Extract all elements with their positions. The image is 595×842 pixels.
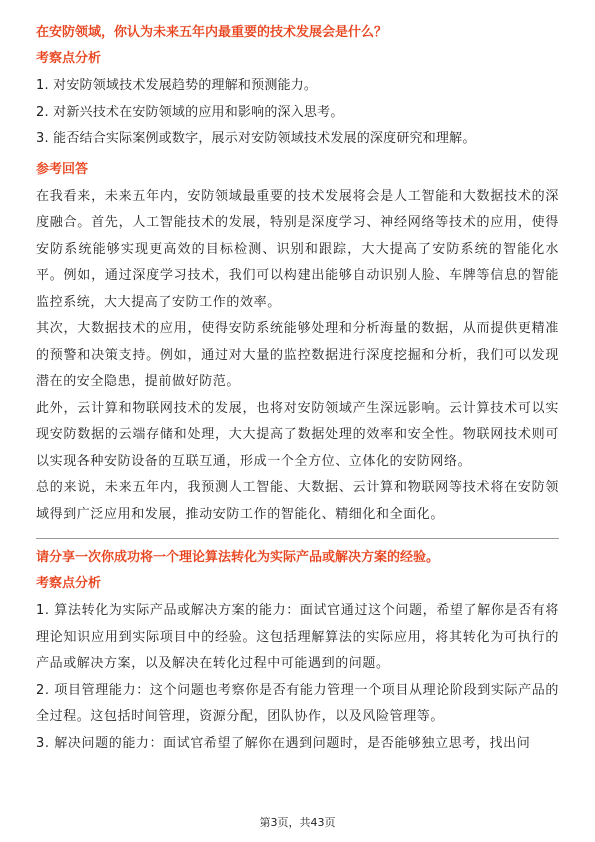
section-divider — [36, 538, 559, 539]
q1-analysis-item: 1. 对安防领域技术发展趋势的理解和预测能力。 — [36, 78, 318, 93]
q2-analysis-heading: 考察点分析 — [36, 576, 102, 591]
question-1-title: 在安防领域，你认为未来五年内最重要的技术发展会是什么？ — [36, 25, 388, 40]
q1-answer-paragraph: 总的来说，未来五年内，我预测人工智能、大数据、云计算和物联网等技术将在安防领域得到广泛应用和发展，推动安防工作的智能化、精细化和全面化。 — [36, 480, 559, 522]
page-number-footer: 第3页，共43页 — [259, 816, 336, 829]
question-2-title: 请分享一次你成功将一个理论算法转化为实际产品或解决方案的经验。 — [36, 550, 440, 565]
q1-analysis-list — [36, 73, 559, 153]
q1-answer-paragraph: 在我看来，未来五年内，安防领域最重要的技术发展将会是人工智能和大数据技术的深度融合。首先，人工智能技术的发展，特别是深度学习、神经网络等技术的应用，使得安防系统能够实现更高效的目标检测、识别和跟踪，大大提高了安防系统的智能化水平。例如，通过深度学习技术，我们可以构建出能够自动识别人脸、车牌等信息的智能监控系统，大大提高了安防工作的效率。 — [36, 188, 559, 310]
q1-answer-paragraph: 此外，云计算和物联网技术的发展，也将对安防领域产生深远影响。云计算技术可以实现安防数据的云端存储和处理，大大提高了数据处理的效率和安全性。物联网技术则可以实现各种安防设备的互联互通，形成一个全方位、立体化的安防网络。 — [36, 400, 559, 469]
q2-analysis-item: 1. 算法转化为实际产品或解决方案的能力：面试官通过这个问题，希望了解你是否有将理论知识应用到实际项目中的经验。这包括理解算法的实际应用，将其转化为可执行的产品或解决方案，以及解决在转化过程中可能遇到的问题。 — [36, 603, 559, 671]
q2-analysis-item: 2. 项目管理能力：这个问题也考察你是否有能力管理一个项目从理论阶段到实际产品的全过程。这包括时间管理，资源分配，团队协作，以及风险管理等。 — [36, 682, 559, 724]
q2-analysis-list — [36, 598, 559, 757]
q1-analysis-item: 2. 对新兴技术在安防领域的应用和影响的深入思考。 — [36, 104, 344, 120]
q1-analysis-item: 3. 能否结合实际案例或数字，展示对安防领域技术发展的深度研究和理解。 — [36, 131, 476, 146]
q1-analysis-heading: 考察点分析 — [36, 51, 102, 66]
document-page — [36, 22, 559, 757]
q2-analysis-item: 3. 解决问题的能力：面试官希望了解你在遇到问题时，是否能够独立思考，找出问 — [36, 735, 531, 751]
q1-answer-body — [36, 184, 559, 529]
q1-answer-paragraph: 其次，大数据技术的应用，使得安防系统能够处理和分析海量的数据，从而提供更精准的预警和决策支持。例如，通过对大量的监控数据进行深度挖掘和分析，我们可以发现潜在的安全隐患，提前做好防范。 — [36, 321, 559, 389]
q1-answer-heading: 参考回答 — [36, 161, 89, 177]
